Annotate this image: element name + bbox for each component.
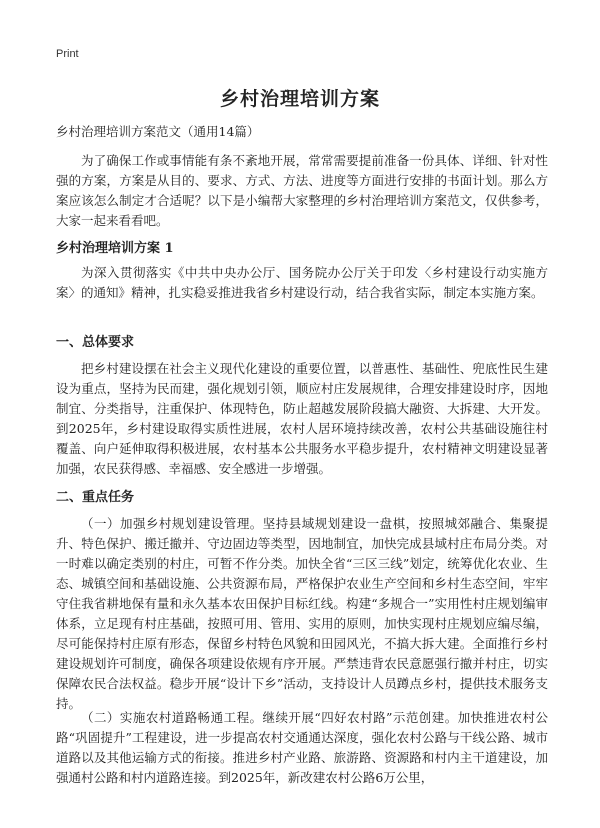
heading-general-requirements: 一、总体要求	[56, 335, 135, 350]
section-paragraph: 为深入贯彻落实《中共中央办公厅、国务院办公厅关于印发〈乡村建设行动实施方案〉的通知》精神，扎实稳妥推进我省乡村建设行动，结合我省实际，制定本实施方案。	[56, 265, 548, 300]
section-heading: 乡村治理培训方案 1	[56, 241, 174, 256]
general-requirements-paragraph: 把乡村建设摆在社会主义现代化建设的重要位置，以普惠性、基础性、兜底性民生建设为重点，坚持为民而建，强化规划引领，顺应村庄发展规律，合理安排建设时序，因地制宜、分类指导，注重保护、体现特色，防止超越发展阶段搞大融资、大拆建、大开发。到2025年，乡村建设取得实质性进展，农村人居环境持续改善，农村公共基础设施往村覆盖、向户延伸取得积极进展，农村基本公共服务水平稳步提升，农村精神文明建设显著加强，农民获得感、幸福感、安全感进一步增强。	[56, 361, 548, 476]
intro-paragraph: 为了确保工作或事情能有条不紊地开展，常常需要提前准备一份具体、详细、针对性强的方案，方案是从目的、要求、方式、方法、进度等方面进行安排的书面计划。那么方案应该怎么制定才合适呢？以下是小编帮大家整理的乡村治理培训方案范文，仅供参考，大家一起来看看吧。	[56, 153, 548, 228]
task-paragraph-2: （二）实施农村道路畅通工程。继续开展“四好农村路”示范创建。加快推进农村公路“巩固提升”工程建设，进一步提高农村交通通达深度，强化农村公路与干线公路、城市道路以及其他运输方式的衔接。推进乡村产业路、旅游路、资源路和村内主干道建设，加强通村公路和村内道路连接。到2025年，新改建农村公路6万公里，	[56, 710, 548, 785]
heading-key-tasks: 二、重点任务	[56, 490, 135, 505]
print-link[interactable]: Print	[56, 48, 79, 60]
task-paragraph-1: （一）加强乡村规划建设管理。坚持县域规划建设一盘棋，按照城郊融合、集聚提升、特色保护、搬迁撤并、守边固边等类型，因地制宜，加快完成县域村庄布局分类。对一时难以确定类别的村庄，可暂不作分类。加快全省“三区三线”划定，统筹优化农业、生态、城镇空间和基础设施、公共资源布局，严格保护农业生产空间和乡村生态空间，牢牢守住我省耕地保有量和永久基本农田保护目标红线。构建“多规合一”实用性村庄规划编审体系，立足现有村庄基础，按照可用、管用、实用的原则，加快实现村庄规划应编尽编，尽可能保持村庄原有形态，保留乡村特色风貌和田园风光，不搞大拆大建。全面推行乡村建设规划许可制度，确保各项建设依规有序开展。严禁违背农民意愿强行撤并村庄，切实保障农民合法权益。稳步开展“设计下乡”活动，支持设计人员蹲点乡村，提供技术服务支持。	[56, 516, 548, 711]
page-title: 乡村治理培训方案	[219, 88, 380, 110]
subtitle: 乡村治理培训方案范文（通用14篇）	[56, 124, 260, 139]
